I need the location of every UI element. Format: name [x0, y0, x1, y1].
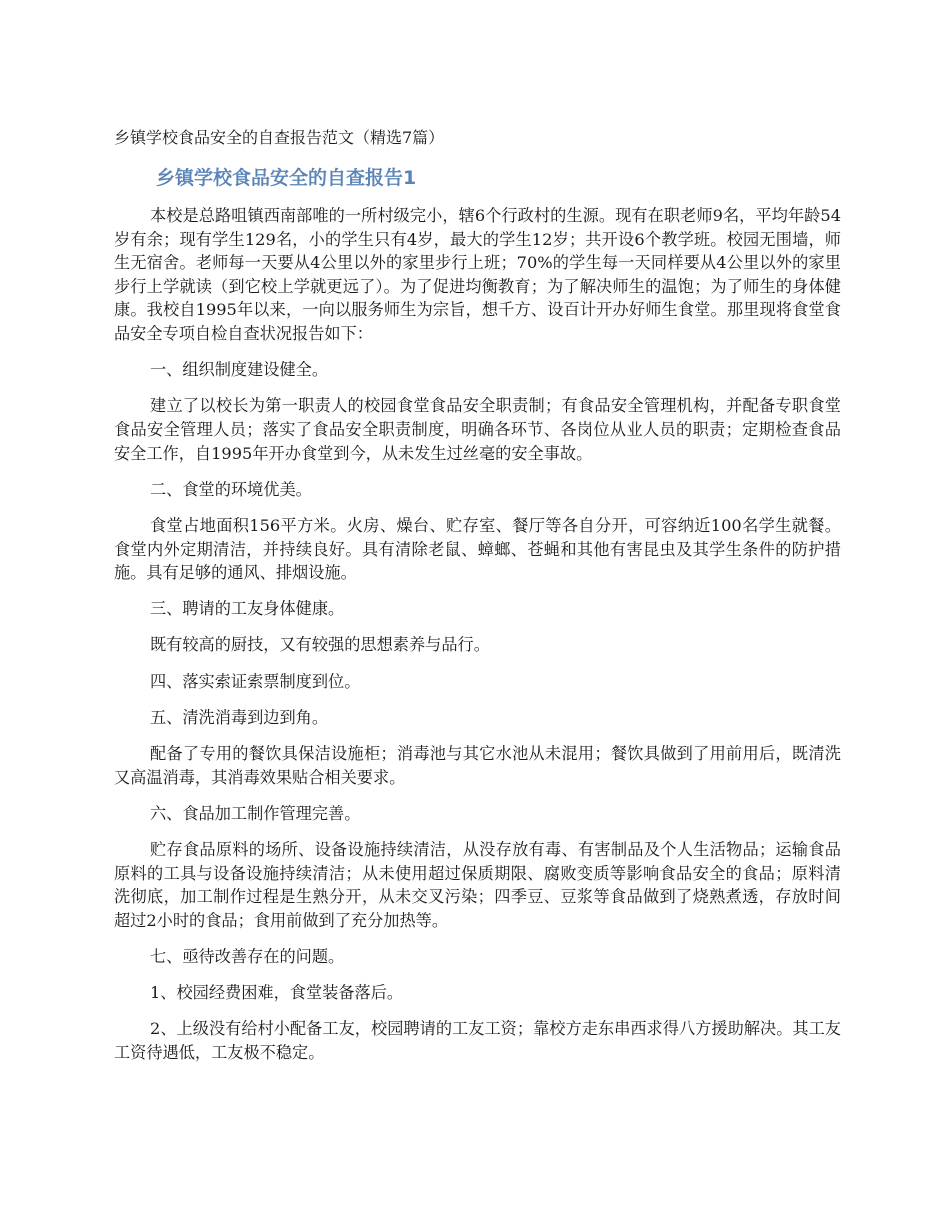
paragraph-environment: 食堂占地面积156平方米。火房、燥台、贮存室、餐厅等各自分开，可容纳近100名学生就餐。食堂内外定期清洁，并持续良好。具有清除老鼠、蟑螂、苍蝇和其他有害昆虫及其学生条件的防护措施。具有足够的通风、排烟设施。: [114, 515, 841, 583]
subheading-certificates: 四、落实索证索票制度到位。: [150, 671, 361, 691]
subheading-environment: 二、食堂的环境优美。: [150, 479, 312, 499]
document-body: [114, 204, 841, 1077]
paragraph-disinfection: 配备了专用的餐饮具保洁设施柜；消毒池与其它水池从未混用；餐饮具做到了用前用后，既清洗又高温消毒，其消毒效果贴合相关要求。: [114, 744, 841, 787]
paragraph-food-processing: 贮存食品原料的场所、设备设施持续清洁，从没存放有毒、有害制品及个人生活物品；运输食品原料的工具与设备设施持续清洁；从未使用超过保质期限、腐败变质等影响食品安全的食品；原料清洗彻底，加工制作过程是生熟分开，从未交叉污染；四季豆、豆浆等食品做到了烧熟煮透，存放时间超过2小时的食品；食用前做到了充分加热等。: [114, 840, 841, 930]
document-title: 乡镇学校食品安全的自查报告范文（精选7篇）: [114, 128, 445, 147]
problem-item-2: 2、上级没有给村小配备工友，校园聘请的工友工资；靠校方走东串西求得八方援助解决。其工友工资待遇低，工友极不稳定。: [114, 1019, 841, 1062]
subheading-organization: 一、组织制度建设健全。: [150, 360, 329, 380]
subheading-disinfection: 五、清洗消毒到边到角。: [150, 707, 329, 727]
intro-paragraph: 本校是总路咀镇西南部唯的一所村级完小，辖6个行政村的生源。现有在职老师9名，平均年龄54岁有余；现有学生129名，小的学生只有4岁，最大的学生12岁；共开设6个教学班。校园无围墙，师生无宿舍。老师每一天要从4公里以外的家里步行上班；70%的学生每一天同样要从4公里以外的家里步行上学就读（到它校上学就更远了）。为了促进均衡教育；为了解决师生的温饱；为了师生的身体健康。我校自1995年以来，一向以服务师生为宗旨，想千方、设百计开办好师生食堂。那里现将食堂食品安全专项自检自查状况报告如下：: [114, 206, 841, 343]
paragraph-organization: 建立了以校长为第一职责人的校园食堂食品安全职责制；有食品安全管理机构，并配备专职食堂食品安全管理人员；落实了食品安全职责制度，明确各环节、各岗位从业人员的职责；定期检查食品安全工作，自1995年开办食堂到今，从未发生过丝毫的安全事故。: [114, 396, 841, 463]
subheading-problems: 七、亟待改善存在的问题。: [150, 946, 345, 966]
section-heading: 乡镇学校食品安全的自查报告1: [156, 167, 417, 189]
subheading-food-processing: 六、食品加工制作管理完善。: [150, 803, 361, 823]
subheading-staff-health: 三、聘请的工友身体健康。: [150, 599, 345, 619]
paragraph-staff-health: 既有较高的厨技，又有较强的思想素养与品行。: [150, 635, 490, 655]
problem-item-1: 1、校园经费困难，食堂装备落后。: [150, 983, 404, 1003]
